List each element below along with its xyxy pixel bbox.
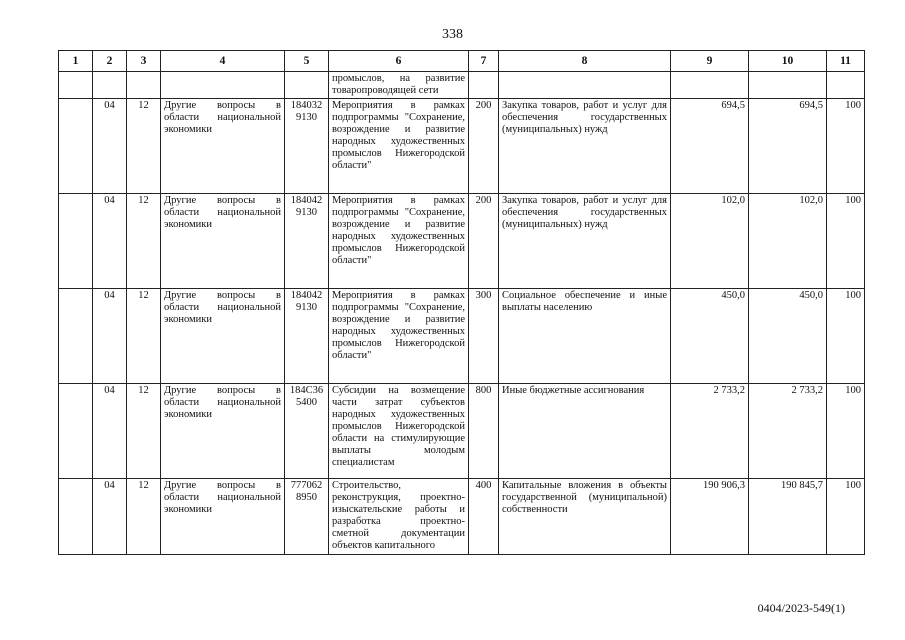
cell-section: 04	[93, 289, 127, 384]
table-row	[59, 194, 865, 289]
cell-section-name: Другие вопросы в области национальной экономики	[161, 384, 285, 479]
budget-table	[58, 50, 865, 555]
table-row	[59, 384, 865, 479]
cell-planned: 102,0	[671, 194, 749, 289]
table-row	[59, 479, 865, 555]
cell-target-name: Субсидии на возмещение части затрат субъектов народных художественных промыслов Нижегородской области на стимулирующие выплаты молодым специалистам	[329, 384, 469, 479]
cell-subsection: 12	[127, 99, 161, 194]
cell-percent: 100	[827, 384, 865, 479]
cell-percent: 100	[827, 289, 865, 384]
cell-target-name: Мероприятия в рамках подпрограммы "Сохранение, возрождение и развитие народных художественных промыслов Нижегородской области"	[329, 99, 469, 194]
cell-planned: 694,5	[671, 99, 749, 194]
cell-percent: 100	[827, 479, 865, 555]
cell-c1	[59, 194, 93, 289]
col-header-1: 1	[59, 51, 93, 72]
cell-c1	[59, 289, 93, 384]
table-row	[59, 99, 865, 194]
cell-actual: 2 733,2	[749, 384, 827, 479]
cell-target-code: 184032 9130	[285, 99, 329, 194]
col-header-11: 11	[827, 51, 865, 72]
cell-actual: 694,5	[749, 99, 827, 194]
cell-expense-type: 800	[469, 384, 499, 479]
header-row	[59, 51, 865, 72]
cell-c1	[59, 99, 93, 194]
cell-section-name: Другие вопросы в области национальной экономики	[161, 194, 285, 289]
col-header-5: 5	[285, 51, 329, 72]
cell-actual: 450,0	[749, 289, 827, 384]
cell-c1	[59, 479, 93, 555]
cell-section: 04	[93, 194, 127, 289]
cell-section: 04	[93, 384, 127, 479]
cell-expense-name: Капитальные вложения в объекты государственной (муниципальной) собственности	[499, 479, 671, 555]
cell-section: 04	[93, 99, 127, 194]
cell-c1	[59, 384, 93, 479]
col-header-2: 2	[93, 51, 127, 72]
cell-planned: 450,0	[671, 289, 749, 384]
cell-expense-type: 200	[469, 194, 499, 289]
cell-target-code: 777062 8950	[285, 479, 329, 555]
cell-planned: 190 906,3	[671, 479, 749, 555]
page-number: 338	[442, 27, 463, 42]
col-header-6: 6	[329, 51, 469, 72]
cell-expense-type: 400	[469, 479, 499, 555]
col-header-9: 9	[671, 51, 749, 72]
cell-subsection: 12	[127, 194, 161, 289]
cell-section: 04	[93, 479, 127, 555]
cell-expense-name: Иные бюджетные ассигнования	[499, 384, 671, 479]
continuation-row	[59, 72, 865, 99]
cell-section-name: Другие вопросы в области национальной экономики	[161, 99, 285, 194]
cell-subsection: 12	[127, 479, 161, 555]
cell-expense-name: Социальное обеспечение и иные выплаты населению	[499, 289, 671, 384]
cell-expense-type: 200	[469, 99, 499, 194]
cell-target-name: Строительство, реконструкция, проектно-изыскательские работы и разработка проектно-сметной документации объектов капитального	[329, 479, 469, 555]
col-header-4: 4	[161, 51, 285, 72]
continuation-description: промыслов, на развитие товаропроводящей сети	[329, 72, 469, 99]
col-header-7: 7	[469, 51, 499, 72]
cell-target-name: Мероприятия в рамках подпрограммы "Сохранение, возрождение и развитие народных художественных промыслов Нижегородской области"	[329, 289, 469, 384]
cell-section-name: Другие вопросы в области национальной экономики	[161, 479, 285, 555]
cell-target-name: Мероприятия в рамках подпрограммы "Сохранение, возрождение и развитие народных художественных промыслов Нижегородской области"	[329, 194, 469, 289]
cell-section-name: Другие вопросы в области национальной экономики	[161, 289, 285, 384]
col-header-10: 10	[749, 51, 827, 72]
cell-subsection: 12	[127, 384, 161, 479]
cell-target-code: 184С36 5400	[285, 384, 329, 479]
cell-subsection: 12	[127, 289, 161, 384]
cell-percent: 100	[827, 194, 865, 289]
cell-target-code: 184042 9130	[285, 289, 329, 384]
col-header-8: 8	[499, 51, 671, 72]
cell-target-code: 184042 9130	[285, 194, 329, 289]
cell-expense-name: Закупка товаров, работ и услуг для обеспечения государственных (муниципальных) нужд	[499, 99, 671, 194]
cell-planned: 2 733,2	[671, 384, 749, 479]
cell-actual: 190 845,7	[749, 479, 827, 555]
cell-percent: 100	[827, 99, 865, 194]
cell-expense-type: 300	[469, 289, 499, 384]
col-header-3: 3	[127, 51, 161, 72]
table-row	[59, 289, 865, 384]
cell-expense-name: Закупка товаров, работ и услуг для обеспечения государственных (муниципальных) нужд	[499, 194, 671, 289]
document-code: 0404/2023-549(1)	[757, 601, 845, 615]
cell-actual: 102,0	[749, 194, 827, 289]
